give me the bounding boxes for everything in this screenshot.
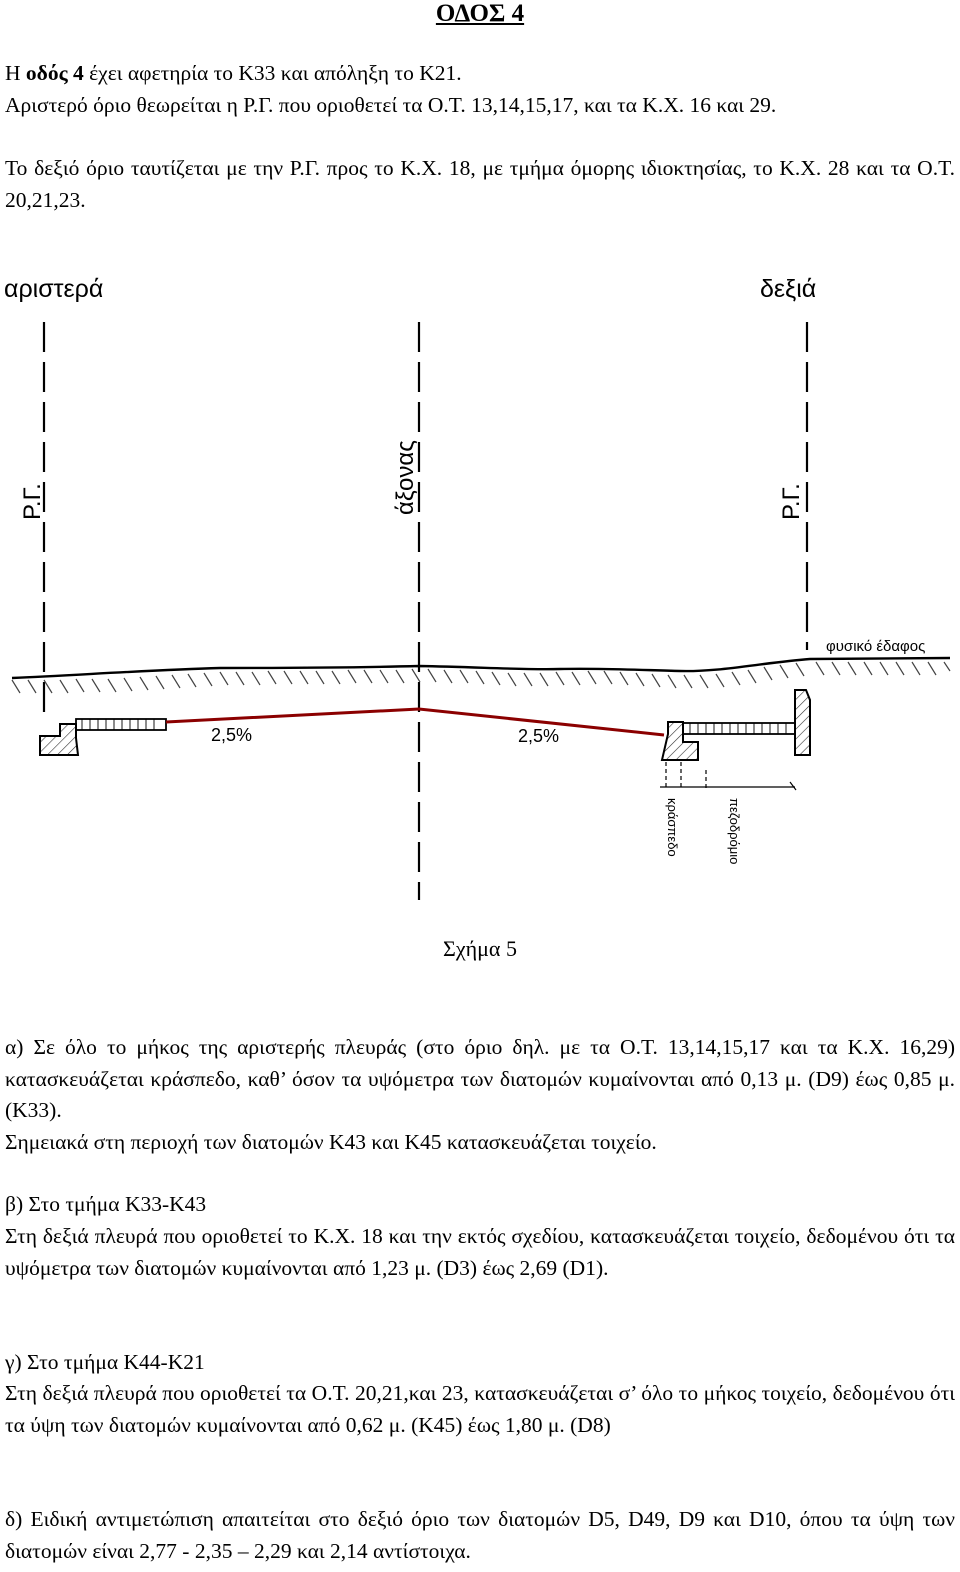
slope-left-label: 2,5% — [211, 725, 253, 745]
dim-curb-label: κράσπεδο — [665, 798, 680, 857]
intro-line-1 — [5, 58, 955, 90]
intro-line-2: Αριστερό όριο θεωρείται η Ρ.Γ. που οριοθετεί τα Ο.Τ. 13,14,15,17, και τα Κ.Χ. 16 και 29. — [5, 93, 777, 117]
left-curb — [40, 724, 78, 755]
right-sidewalk — [683, 723, 795, 734]
section-b-text: Στη δεξιά πλευρά που οριοθετεί το Κ.Χ. 18 και την εκτός σχεδίου, κατασκευάζεται τοιχείο, δεδομένου ότι τα υψόμετρα των διατομών κυμαίνονται από 1,23 μ. (D3) έως 2,69 (D1). — [5, 1224, 955, 1280]
slope-right-label: 2,5% — [518, 726, 560, 746]
label-right: δεξιά — [760, 275, 817, 303]
left-sidewalk — [76, 719, 166, 730]
section-a-text: α) Σε όλο το μήκος της αριστερής πλευράς (στο όριο δηλ. με τα Ο.Τ. 13,14,15,17 και τα Κ.Χ. 16,29) κατασκευάζεται κράσπεδο, καθ’ όσον τα υψόμετρα των διατομών κυμαίνονται από 0,13 μ. (D9) έως 0,85 μ. (Κ33). — [5, 1035, 955, 1122]
page-title: ΟΔΟΣ 4 — [435, 0, 525, 27]
figure-caption: Σχήμα 5 — [443, 936, 517, 961]
road-name: οδός 4 — [25, 61, 84, 85]
rg-right-label: Ρ.Γ. — [778, 483, 805, 520]
retaining-wall — [795, 690, 810, 755]
dim-sidewalk-label: πεζοδρόμιο — [727, 798, 742, 865]
section-c-title: γ) Στο τμήμα Κ44-Κ21 — [5, 1350, 205, 1374]
section-a-note: Σημειακά στη περιοχή των διατομών Κ43 και Κ45 κατασκευάζεται τοιχείο. — [5, 1130, 657, 1154]
natural-ground-line — [12, 658, 950, 678]
intro-line-1-post: έχει αφετηρία το Κ33 και απόληξη το Κ21. — [83, 61, 462, 85]
rg-left-label: Ρ.Γ. — [19, 483, 46, 520]
cross-section-diagram — [0, 260, 960, 900]
section-d-text: δ) Ειδική αντιμετώπιση απαιτείται στο δεξιό όριο των διατομών D5, D49, D9 και D10, όπου τα ύψη των διατομών είναι 2,77 - 2,35 – 2,29 και 2,14 αντίστοιχα. — [5, 1507, 955, 1563]
section-c-text: Στη δεξιά πλευρά που οριοθετεί τα Ο.Τ. 20,21,και 23, κατασκευάζεται σ’ όλο το μήκος τοιχείο, δεδομένου ότι τα ύψη των διατομών κυμαίνονται από 0,62 μ. (Κ45) έως 1,80 μ. (D8) — [5, 1381, 955, 1437]
ground-label: φυσικό έδαφος — [826, 638, 926, 655]
section-b-title: β) Στο τμήμα Κ33-Κ43 — [5, 1192, 207, 1216]
axis-label: άξονας — [392, 440, 419, 515]
intro-line-3: Το δεξιό όριο ταυτίζεται με την Ρ.Γ. προς το Κ.Χ. 18, με τμήμα όμορης ιδιοκτησίας, το Κ.Χ. 28 και τα Ο.Τ. 20,21,23. — [5, 156, 955, 212]
dimension-marks — [660, 762, 796, 790]
label-left: αριστερά — [4, 275, 104, 303]
intro-line-1-pre: Η — [5, 61, 26, 85]
